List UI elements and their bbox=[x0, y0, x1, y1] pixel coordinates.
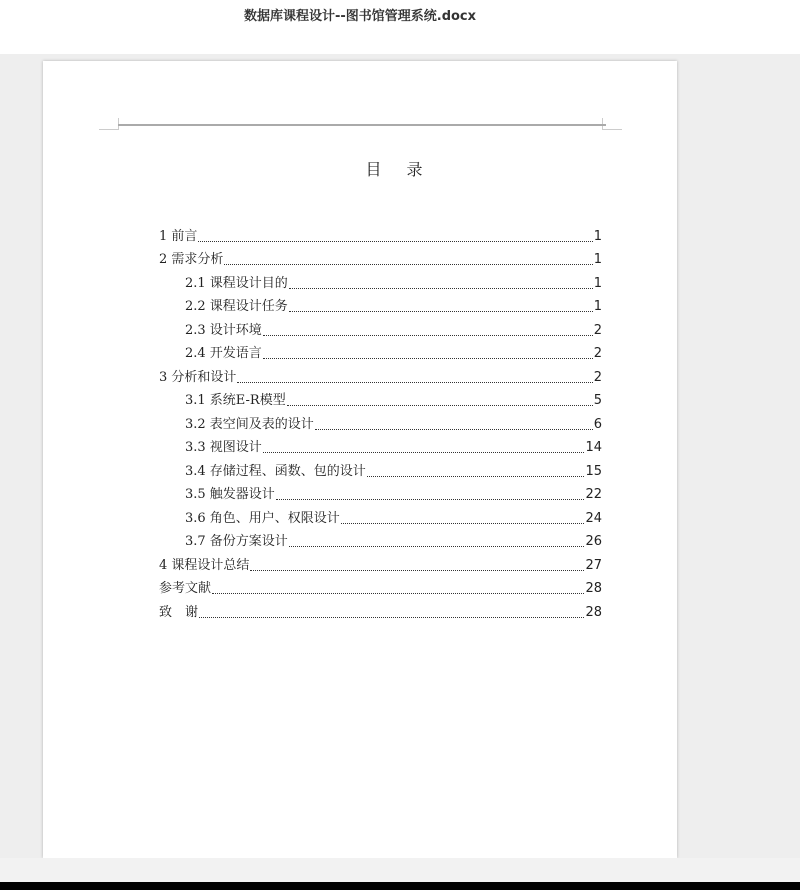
toc-entry-page-number: 28 bbox=[585, 604, 602, 620]
status-strip bbox=[0, 858, 800, 882]
toc-entry-title: 2.3 设计环境 bbox=[185, 322, 262, 338]
toc-entry-page-number: 1 bbox=[593, 275, 602, 291]
toc-dot-leader bbox=[263, 452, 585, 453]
taskbar bbox=[0, 882, 800, 890]
toc-entry[interactable] bbox=[159, 480, 602, 504]
toc-heading bbox=[43, 157, 755, 180]
toc-entry-page-number: 28 bbox=[585, 581, 602, 596]
toc-entry[interactable] bbox=[159, 221, 602, 245]
toc-entry-title: 3.2 表空间及表的设计 bbox=[185, 416, 314, 432]
toc-entry-title: 3.3 视图设计 bbox=[185, 440, 262, 455]
toc-entry[interactable] bbox=[159, 503, 602, 527]
toc-entry-page-number: 14 bbox=[585, 440, 602, 455]
crop-mark-left bbox=[99, 118, 119, 130]
toc-entry-title: 2 需求分析 bbox=[159, 252, 224, 267]
toc-entry[interactable] bbox=[159, 409, 602, 433]
title-bar bbox=[0, 0, 800, 54]
toc-entry[interactable] bbox=[159, 268, 602, 292]
toc-heading-text: 目 录 bbox=[365, 160, 433, 179]
toc-entry[interactable] bbox=[159, 550, 602, 574]
toc-dot-leader bbox=[250, 570, 584, 571]
toc-entry-page-number: 22 bbox=[585, 487, 602, 502]
toc-entry-page-number: 2 bbox=[593, 369, 602, 385]
toc-entry[interactable] bbox=[159, 433, 602, 457]
toc-entry-page-number: 1 bbox=[593, 252, 602, 267]
toc-entry[interactable] bbox=[159, 527, 602, 551]
toc-entry[interactable] bbox=[159, 292, 602, 316]
toc-dot-leader bbox=[367, 476, 585, 477]
toc-dot-leader bbox=[263, 358, 593, 359]
toc-list bbox=[159, 221, 602, 621]
toc-dot-leader bbox=[315, 429, 593, 430]
toc-entry-title: 参考文献 bbox=[159, 581, 212, 596]
toc-entry[interactable] bbox=[159, 362, 602, 386]
toc-entry-page-number: 24 bbox=[585, 510, 602, 526]
toc-dot-leader bbox=[198, 241, 592, 242]
document-filename: 数据库课程设计--图书馆管理系统.docx bbox=[243, 9, 477, 24]
toc-entry-title: 3.7 备份方案设计 bbox=[185, 534, 288, 549]
toc-entry-page-number: 6 bbox=[593, 416, 602, 432]
toc-entry-title: 2.1 课程设计目的 bbox=[185, 275, 288, 291]
toc-entry-title: 3.1 系统E-R模型 bbox=[185, 393, 286, 408]
toc-entry[interactable] bbox=[159, 456, 602, 480]
toc-dot-leader bbox=[289, 311, 593, 312]
toc-entry-page-number: 26 bbox=[585, 534, 602, 549]
toc-dot-leader bbox=[289, 288, 593, 289]
toc-dot-leader bbox=[224, 264, 592, 265]
toc-entry-page-number: 1 bbox=[593, 228, 602, 244]
toc-entry-title: 2.4 开发语言 bbox=[185, 346, 262, 361]
toc-dot-leader bbox=[341, 523, 585, 524]
toc-dot-leader bbox=[287, 405, 593, 406]
document-page bbox=[43, 61, 677, 858]
toc-entry[interactable] bbox=[159, 315, 602, 339]
toc-entry-page-number: 1 bbox=[593, 299, 602, 314]
toc-entry-page-number: 2 bbox=[593, 346, 602, 361]
toc-entry-title: 3.6 角色、用户、权限设计 bbox=[185, 510, 340, 526]
toc-entry[interactable] bbox=[159, 245, 602, 269]
toc-entry[interactable] bbox=[159, 574, 602, 598]
toc-entry-title: 致 谢 bbox=[159, 604, 199, 620]
toc-dot-leader bbox=[276, 499, 585, 500]
toc-entry-title: 2.2 课程设计任务 bbox=[185, 299, 288, 314]
toc-dot-leader bbox=[199, 617, 584, 618]
toc-entry-title: 4 课程设计总结 bbox=[159, 557, 250, 573]
toc-entry-page-number: 27 bbox=[585, 557, 602, 573]
toc-entry-title: 3.5 触发器设计 bbox=[185, 487, 275, 502]
toc-entry[interactable] bbox=[159, 597, 602, 621]
header-rule bbox=[118, 124, 606, 126]
toc-entry-page-number: 15 bbox=[585, 463, 602, 479]
toc-dot-leader bbox=[263, 335, 593, 336]
toc-dot-leader bbox=[237, 382, 592, 383]
toc-entry-page-number: 2 bbox=[593, 322, 602, 338]
toc-entry-title: 3 分析和设计 bbox=[159, 369, 237, 385]
toc-dot-leader bbox=[289, 546, 585, 547]
toc-entry-title: 1 前言 bbox=[159, 228, 198, 244]
toc-entry-title: 3.4 存储过程、函数、包的设计 bbox=[185, 463, 366, 479]
toc-entry[interactable] bbox=[159, 386, 602, 410]
toc-entry-page-number: 5 bbox=[593, 393, 602, 408]
toc-entry[interactable] bbox=[159, 339, 602, 363]
toc-dot-leader bbox=[212, 593, 584, 594]
